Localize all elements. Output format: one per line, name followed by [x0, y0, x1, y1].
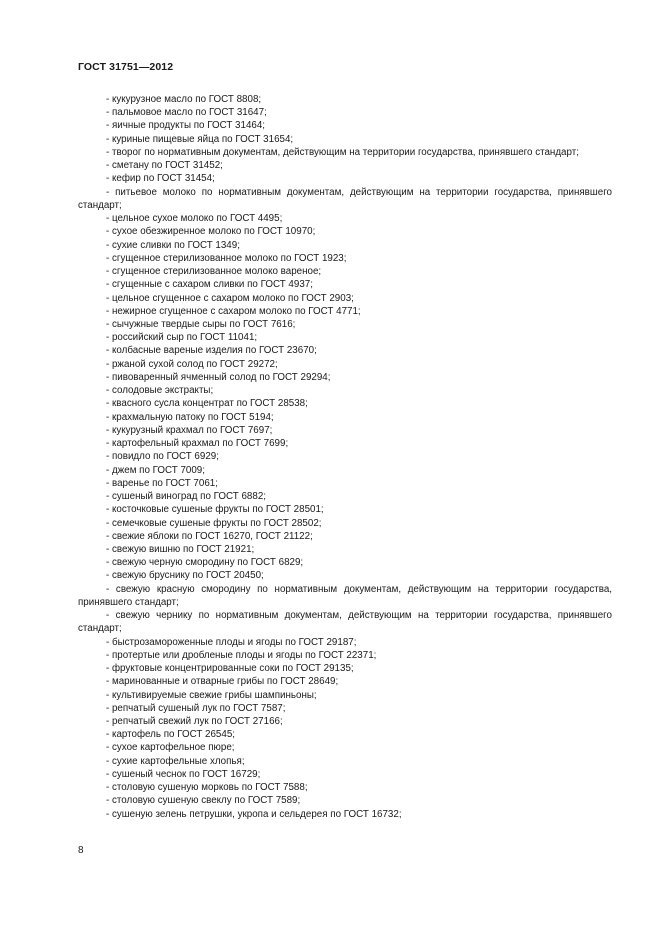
- list-item: - сычужные твердые сыры по ГОСТ 7616;: [106, 318, 296, 330]
- list-item: - кукурузный крахмал по ГОСТ 7697;: [106, 424, 273, 436]
- list-item: - нежирное сгущенное с сахаром молоко по ГОСТ 4771;: [106, 305, 361, 317]
- list-item: - свежую черную смородину по ГОСТ 6829;: [106, 557, 304, 569]
- list-item: - столовую сушеную морковь по ГОСТ 7588;: [106, 782, 308, 794]
- list-item: - быстрозамороженные плоды и ягоды по ГОСТ 29187;: [106, 636, 357, 648]
- list-item: - солодовые экстракты;: [106, 385, 214, 397]
- page-number: 8: [78, 845, 84, 856]
- document-header: ГОСТ 31751—2012: [78, 61, 174, 73]
- list-item: - сухое картофельное пюре;: [106, 742, 235, 754]
- list-item: - сушеный виноград по ГОСТ 6882;: [106, 491, 267, 503]
- list-item: - сгущенное стерилизованное молоко вареное;: [106, 266, 322, 278]
- list-item: - сушеную зелень петрушки, укропа и сельдерея по ГОСТ 16732;: [106, 808, 402, 820]
- document-body: [78, 93, 612, 821]
- list-item: - творог по нормативным документам, действующим на территории государства, принявшего стандарт;: [106, 146, 579, 158]
- list-item: - цельное сухое молоко по ГОСТ 4495;: [106, 213, 283, 225]
- list-item: - кефир по ГОСТ 31454;: [106, 173, 215, 185]
- list-item: - семечковые сушеные фрукты по ГОСТ 28502;: [106, 517, 322, 529]
- list-item: - сгущенные с сахаром сливки по ГОСТ 4937;: [106, 279, 313, 291]
- list-item: - варенье по ГОСТ 7061;: [106, 477, 218, 489]
- list-item: - свежие яблоки по ГОСТ 16270, ГОСТ 21122;: [106, 530, 313, 542]
- list-item: - протертые или дробленые плоды и ягоды по ГОСТ 22371;: [106, 649, 377, 661]
- list-item: - сухое обезжиренное молоко по ГОСТ 10970;: [106, 226, 316, 238]
- list-item: - косточковые сушеные фрукты по ГОСТ 28501;: [106, 504, 324, 516]
- list-item: - свежую вишню по ГОСТ 21921;: [106, 543, 255, 555]
- list-item: - цельное сгущенное с сахаром молоко по ГОСТ 2903;: [106, 292, 354, 304]
- list-item: - картофельный крахмал по ГОСТ 7699;: [106, 438, 289, 450]
- list-item: - картофель по ГОСТ 26545;: [106, 729, 235, 741]
- list-item: - свежую красную смородину по нормативным документам, действующим на территории государства, принявшего стандарт;: [78, 583, 612, 608]
- list-item: - маринованные и отварные грибы по ГОСТ 28649;: [106, 676, 339, 688]
- list-item: - крахмальную патоку по ГОСТ 5194;: [106, 411, 274, 423]
- list-item: - свежую чернику по нормативным документам, действующим на территории государства, принявшего стандарт;: [78, 610, 612, 635]
- list-item: - яичные продукты по ГОСТ 31464;: [106, 120, 266, 132]
- list-item: - репчатый сушеный лук по ГОСТ 7587;: [106, 702, 286, 714]
- list-item: - джем по ГОСТ 7009;: [106, 464, 205, 476]
- list-item: - колбасные вареные изделия по ГОСТ 23670;: [106, 345, 317, 357]
- list-item: - сгущенное стерилизованное молоко по ГОСТ 1923;: [106, 252, 347, 264]
- list-item: - свежую бруснику по ГОСТ 20450;: [106, 570, 264, 582]
- list-item: - квасного сусла концентрат по ГОСТ 28538;: [106, 398, 308, 410]
- list-item: - ржаной сухой солод по ГОСТ 29272;: [106, 358, 278, 370]
- list-item: - сушеный чеснок по ГОСТ 16729;: [106, 768, 261, 780]
- list-item: - кукурузное масло по ГОСТ 8808;: [106, 94, 262, 105]
- list-item: - столовую сушеную свеклу по ГОСТ 7589;: [106, 795, 301, 807]
- list-item: - культивируемые свежие грибы шампиньоны;: [106, 689, 317, 701]
- list-item: - пивоваренный ячменный солод по ГОСТ 29294;: [106, 371, 331, 383]
- list-item: - российский сыр по ГОСТ 11041;: [106, 332, 258, 344]
- list-item: - пальмовое масло по ГОСТ 31647;: [106, 107, 267, 119]
- list-item: - питьевое молоко по нормативным документам, действующим на территории государства, принявшего стандарт;: [78, 186, 612, 211]
- list-item: - сухие сливки по ГОСТ 1349;: [106, 239, 240, 251]
- list-item: - повидло по ГОСТ 6929;: [106, 451, 219, 463]
- list-item: - репчатый свежий лук по ГОСТ 27166;: [106, 716, 283, 728]
- list-item: - сметану по ГОСТ 31452;: [106, 160, 223, 172]
- list-item: - сухие картофельные хлопья;: [106, 755, 245, 767]
- list-item: - фруктовые концентрированные соки по ГОСТ 29135;: [106, 663, 354, 675]
- list-item: - куриные пищевые яйца по ГОСТ 31654;: [106, 133, 294, 145]
